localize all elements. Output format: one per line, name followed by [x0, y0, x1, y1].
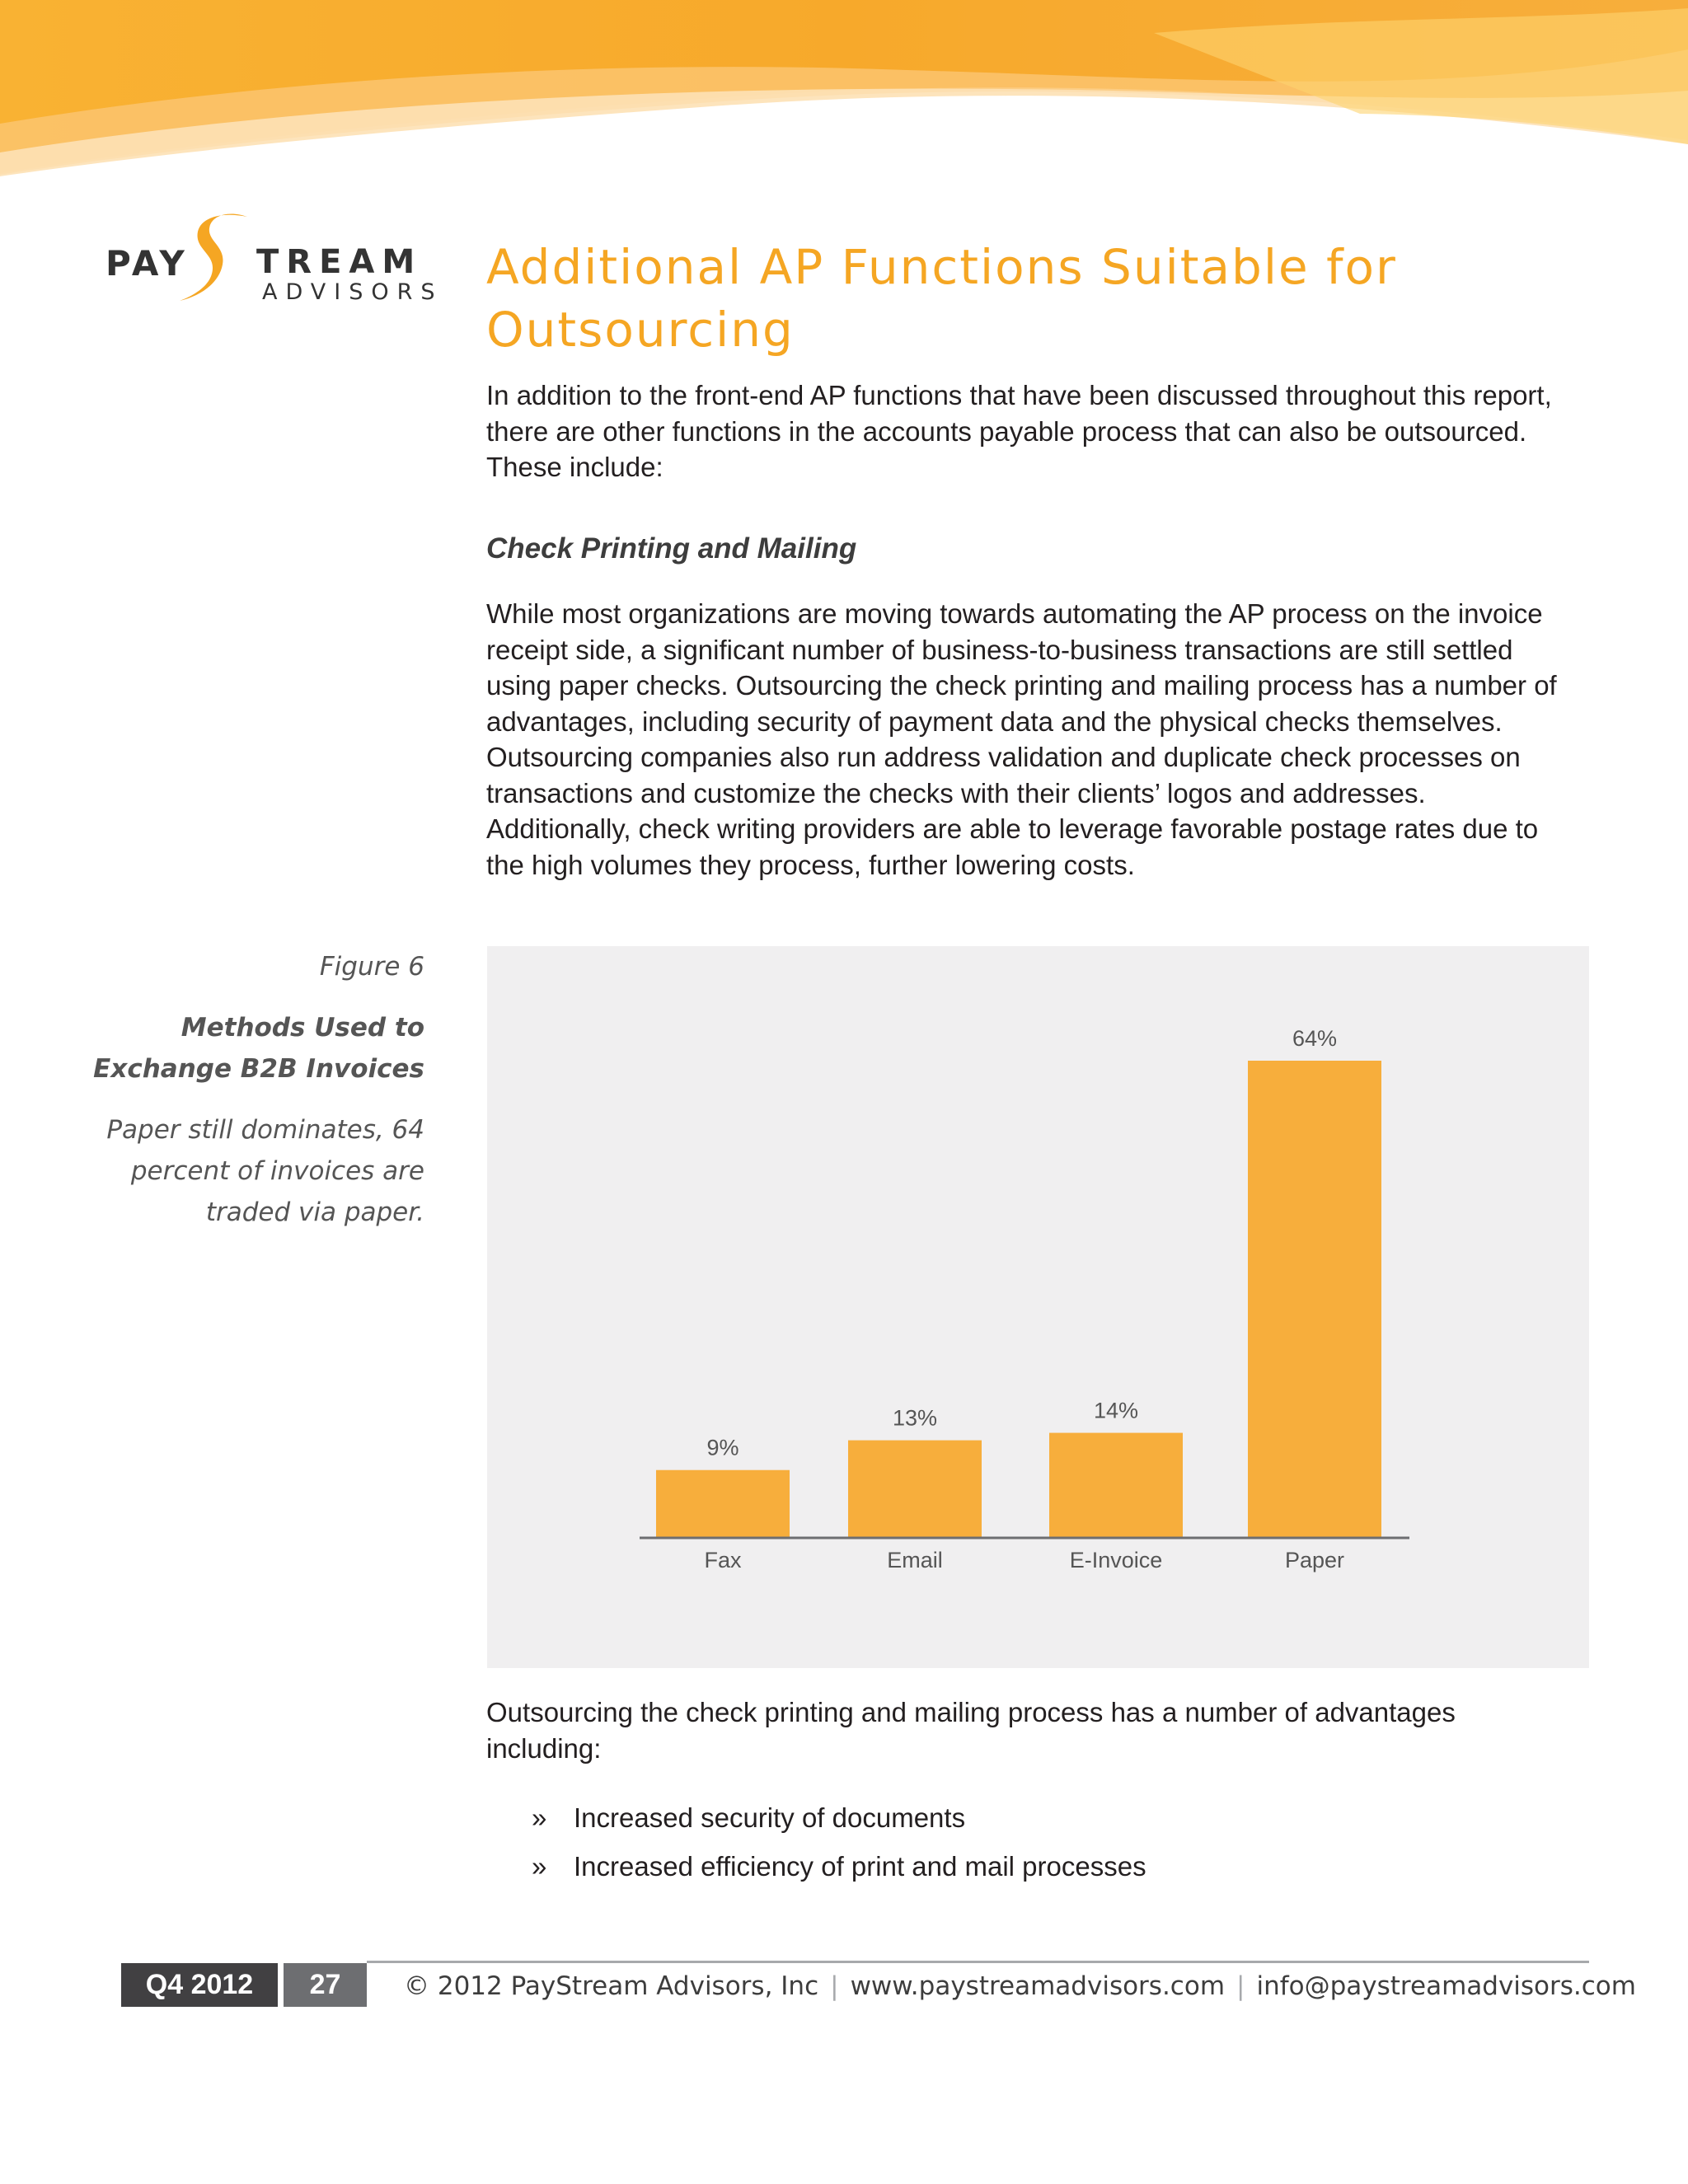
- chart-value-label: 64%: [1292, 1026, 1338, 1051]
- list-item: [532, 1793, 1146, 1842]
- header-wave-banner: [0, 0, 1688, 190]
- footer-separator: |: [830, 1971, 839, 2001]
- figure-label: Figure 6: [319, 952, 424, 982]
- list-item-text: Increased efficiency of print and mail processes: [574, 1851, 1146, 1882]
- bullet-marker: »: [532, 1802, 547, 1833]
- chart-value-label: 14%: [1093, 1398, 1139, 1423]
- section-heading: Check Printing and Mailing: [486, 532, 857, 565]
- bullet-marker: »: [532, 1851, 547, 1882]
- logo-text-pay: PAY: [106, 243, 189, 284]
- figure-title: Methods Used to Exchange B2B Invoices: [93, 1013, 424, 1084]
- chart-value-label: 13%: [892, 1405, 938, 1431]
- chart-bar-e-invoice: [1049, 1433, 1183, 1537]
- list-item-text: Increased security of documents: [574, 1802, 966, 1833]
- page-title: Additional AP Functions Suitable for Outsourcing: [486, 239, 1397, 358]
- bar-chart: [487, 946, 1589, 1668]
- figure-description: Paper still dominates, 64 percent of invoices are traded via paper.: [106, 1115, 424, 1227]
- footer-separator: |: [1236, 1971, 1245, 2001]
- chart-category-label: E-Invoice: [1069, 1548, 1163, 1572]
- after-chart-paragraph: Outsourcing the check printing and mailing process has a number of advantages including:: [486, 1697, 1456, 1764]
- paystream-logo: [106, 210, 443, 317]
- footer-email-link[interactable]: info@paystreamadvisors.com: [1256, 1971, 1636, 2001]
- logo-text-tream: TREAM: [256, 243, 423, 281]
- footer-copyright: © 2012 PayStream Advisors, Inc: [404, 1971, 819, 2001]
- footer-page-number: 27: [284, 1963, 367, 2007]
- footer-divider: [367, 1961, 1589, 1963]
- advantages-list: [532, 1793, 1146, 1891]
- footer-website-link[interactable]: www.paystreamadvisors.com: [850, 1971, 1226, 2001]
- footer-info: [404, 1971, 1636, 2001]
- intro-paragraph: In addition to the front-end AP functions that have been discussed throughout this report, there are other functions in the accounts payable process that can also be outsourced. These include:: [486, 380, 1552, 482]
- chart-category-label: Paper: [1284, 1548, 1345, 1572]
- figure-caption: [78, 946, 424, 1233]
- logo-text-advisors: ADVISORS: [262, 279, 443, 305]
- list-item: [532, 1842, 1146, 1891]
- chart-bar-fax: [656, 1470, 790, 1537]
- chart-bar-paper: [1248, 1061, 1381, 1537]
- logo-s-swoosh-icon: [171, 210, 254, 309]
- footer-quarter-badge: Q4 2012: [121, 1963, 278, 2007]
- chart-bar-email: [848, 1441, 982, 1537]
- chart-category-label: Email: [887, 1548, 943, 1572]
- section-body-paragraph: While most organizations are moving towards automating the AP process on the invoice receipt side, a significant number of business-to-business transactions are still settled using paper checks. Outsourcing the check printing and mailing process has a number of advantages, including security of payment data and the physical checks themselves. Outsourcing companies also run address validation and duplicate check processes on transactions and customize the checks with their clients’ logos and addresses. Additionally, check writing providers are able to leverage favorable postage rates due to the high volumes they process, further lowering costs.: [486, 598, 1557, 880]
- bar-chart-panel: [487, 946, 1589, 1668]
- chart-category-label: Fax: [704, 1548, 742, 1572]
- chart-value-label: 9%: [706, 1435, 739, 1460]
